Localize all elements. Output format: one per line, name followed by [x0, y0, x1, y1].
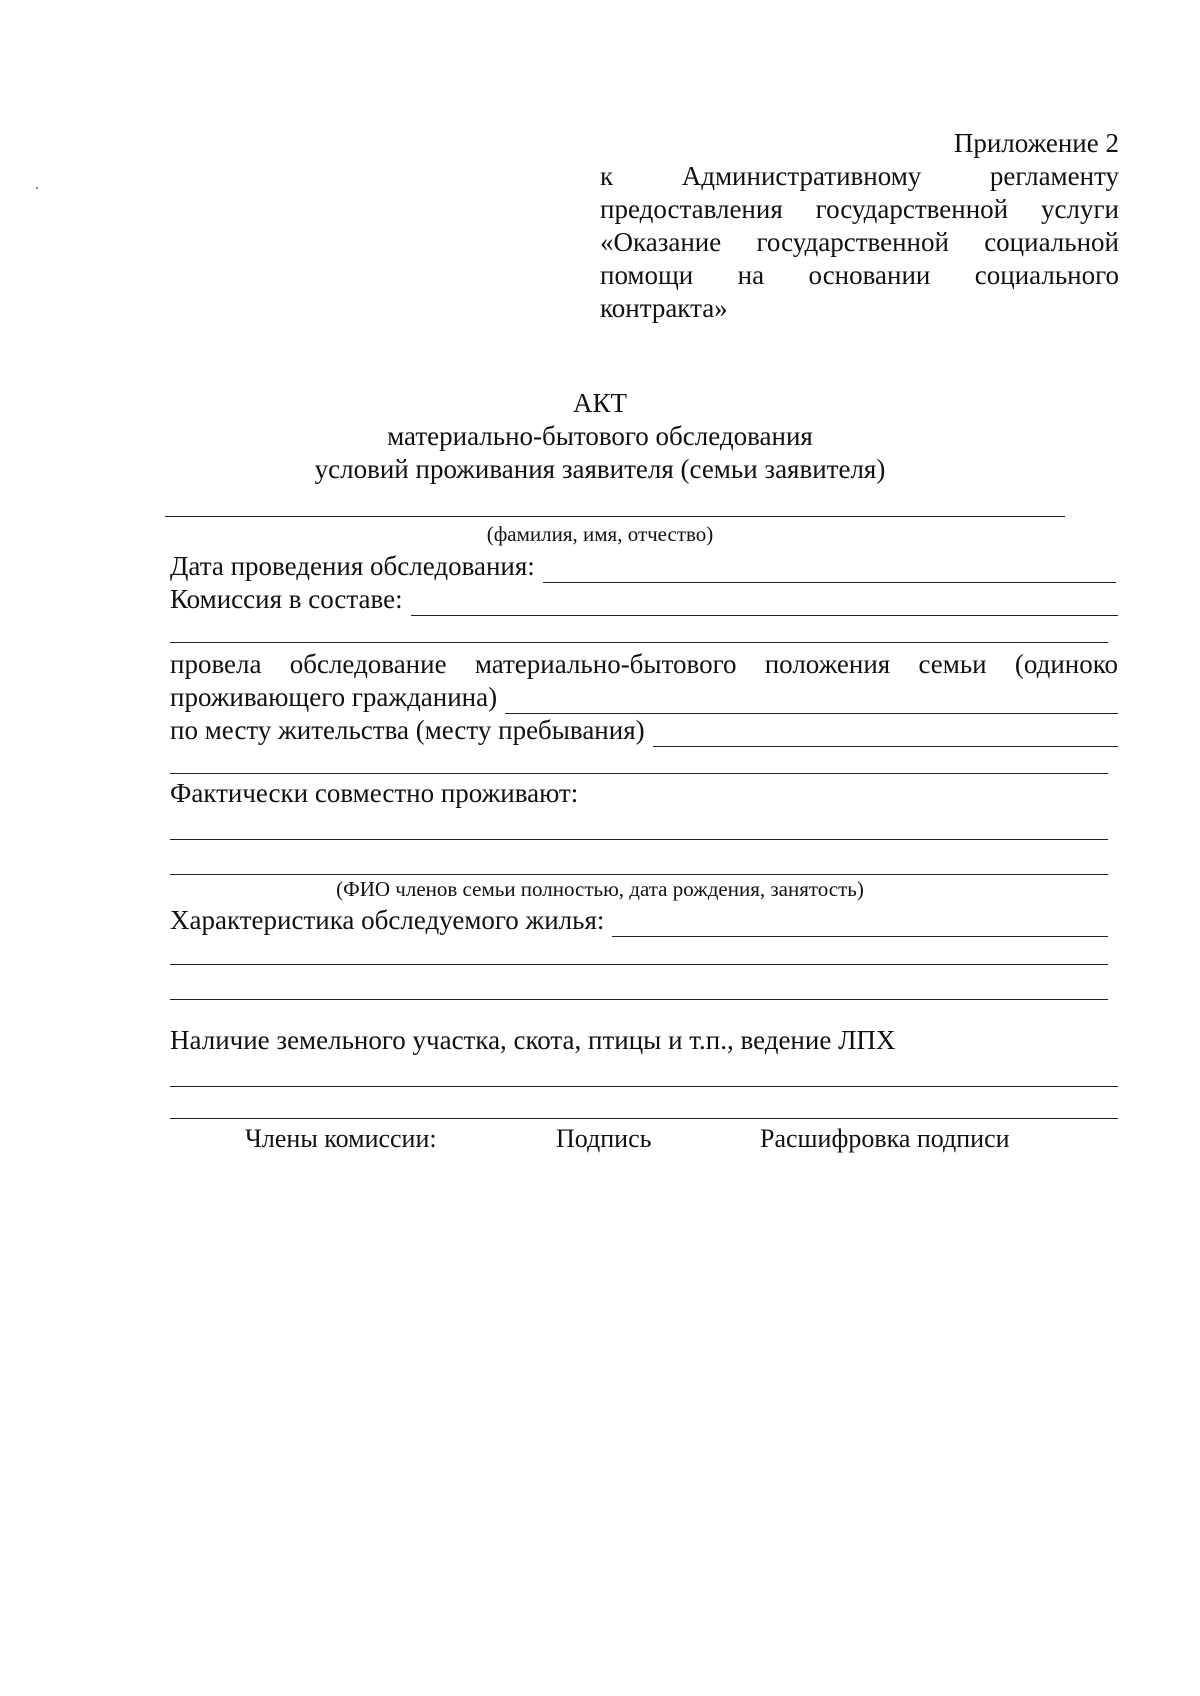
appendix-word: Административному — [681, 161, 922, 191]
housing-field-line[interactable] — [612, 910, 1108, 937]
commission-label: Комиссия в составе: — [170, 584, 403, 614]
name-field-line[interactable] — [165, 516, 1065, 517]
appendix-word: социального — [974, 260, 1120, 290]
sign-signature-label: Подпись — [556, 1124, 652, 1153]
members-caption: (ФИО членов семьи полностью, дата рождения, занятость) — [336, 877, 864, 901]
appendix-header — [600, 127, 1119, 325]
conducted-line-2-label: проживающего гражданина) — [170, 682, 498, 712]
appendix-line-4 — [600, 259, 1119, 292]
conducted-row-2 — [170, 681, 1118, 714]
name-caption: (фамилия, имя, отчество) — [486, 522, 714, 546]
residence-field-line[interactable] — [653, 720, 1118, 747]
title-sub-1: материально-бытового обследования — [387, 421, 813, 451]
appendix-word: на — [737, 260, 765, 290]
commission-extra-line[interactable] — [170, 642, 1108, 643]
citizen-field-line[interactable] — [505, 687, 1118, 714]
appendix-word: основании — [808, 260, 931, 290]
housing-row — [170, 904, 1108, 937]
land-line-1[interactable] — [170, 1086, 1118, 1087]
housing-line-3[interactable] — [170, 999, 1108, 1000]
members-line-1[interactable] — [170, 839, 1108, 840]
title-sub-2: условий проживания заявителя (семьи заявителя) — [314, 454, 886, 484]
appendix-line-5: контракта» — [600, 293, 728, 323]
appendix-number: Приложение 2 — [953, 128, 1119, 158]
scan-speck — [36, 187, 38, 189]
conducted-line-1: провела обследование материально-бытового положения семьи (одиноко — [170, 649, 1118, 679]
commission-field-line[interactable] — [411, 589, 1118, 616]
title-main: АКТ — [573, 388, 627, 418]
members-line-2[interactable] — [170, 874, 1108, 875]
commission-row — [170, 583, 1118, 616]
land-label: Наличие земельного участка, скота, птицы и т.п., ведение ЛПХ — [170, 1025, 896, 1055]
appendix-line-3: «Оказание государственной социальной — [600, 227, 1119, 257]
residence-row — [170, 714, 1118, 747]
date-field-line[interactable] — [543, 556, 1116, 583]
land-line-2[interactable] — [170, 1118, 1118, 1119]
document-title — [0, 387, 1200, 486]
housing-label: Характеристика обследуемого жилья: — [170, 905, 605, 935]
appendix-line-1 — [600, 160, 1119, 193]
housing-line-2[interactable] — [170, 964, 1108, 965]
cohabit-label: Фактически совместно проживают: — [170, 778, 579, 808]
appendix-word: регламенту — [989, 161, 1120, 191]
appendix-word: помощи — [600, 260, 694, 290]
appendix-line-2: предоставления государственной услуги — [600, 194, 1119, 224]
appendix-word: к — [600, 161, 614, 191]
residence-extra-line[interactable] — [170, 773, 1108, 774]
residence-label: по месту жительства (месту пребывания) — [170, 715, 645, 745]
sign-members-label: Члены комиссии: — [245, 1124, 437, 1153]
date-label: Дата проведения обследования: — [170, 551, 535, 581]
date-row — [170, 550, 1116, 583]
sign-decoding-label: Расшифровка подписи — [760, 1124, 1010, 1153]
